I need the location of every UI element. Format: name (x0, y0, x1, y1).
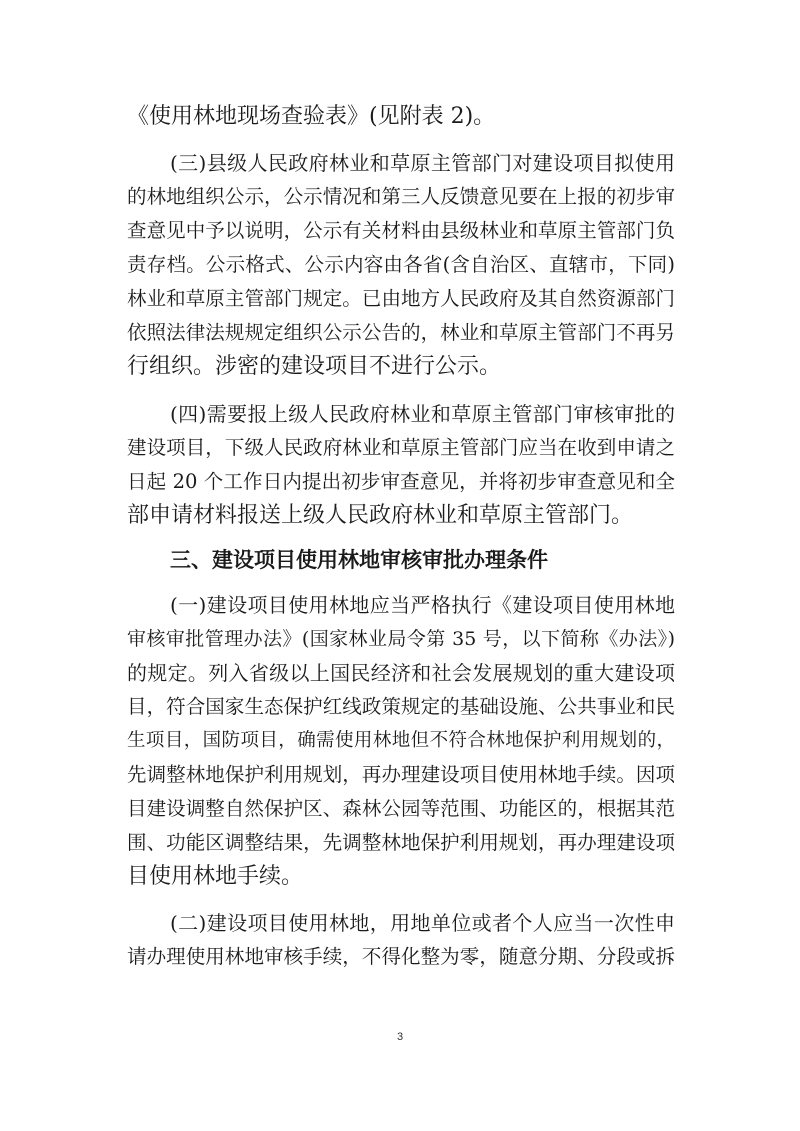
paragraph-line: 目建设调整自然保护区、森林公园等范围、功能区的，根据其范 (127, 797, 675, 820)
paragraph-line: (二)建设项目使用林地，用地单位或者个人应当一次性申 (170, 911, 675, 935)
paragraph-line: 林业和草原主管部门规定。已由地方人民政府及其自然资源部门 (127, 287, 675, 310)
paragraph-line: 建设项目，下级人民政府林业和草原主管部门应当在收到申请之 (127, 436, 675, 459)
paragraph-line: (四)需要报上级人民政府林业和草原主管部门审核审批的 (170, 402, 675, 426)
paragraph-line: 的规定。列入省级以上国民经济和社会发展规划的重大建设项 (127, 661, 675, 685)
paragraph-line: 部申请材料报送上级人民政府林业和草原主管部门。 (127, 503, 634, 528)
paragraph-line: 责存档。公示格式、公示内容由各省(含自治区、直辖市，下同) (127, 253, 675, 276)
paragraph-line: 日起 20 个工作日内提出初步审查意见，并将初步审查意见和全 (127, 470, 675, 493)
paragraph-line: 行组织。涉密的建设项目不进行公示。 (127, 354, 502, 379)
section-heading: 三、建设项目使用林地审核审批办理条件 (170, 548, 548, 572)
paragraph-line: (三)县级人民政府林业和草原主管部门对建设项目拟使用 (170, 151, 675, 175)
paragraph-line: 目，符合国家生态保护红线政策规定的基础设施、公共事业和民 (127, 695, 675, 718)
paragraph-line: (一)建设项目使用林地应当严格执行《建设项目使用林地 (170, 593, 675, 617)
paragraph-line: 查意见中予以说明，公示有关材料由县级林业和草原主管部门负 (127, 219, 675, 242)
page-number: 3 (396, 1031, 404, 1043)
paragraph-line: 请办理使用林地审核手续，不得化整为零，随意分期、分段或拆 (127, 945, 675, 968)
paragraph-line: 《使用林地现场查验表》(见附表 2)。 (127, 104, 496, 129)
paragraph-line: 先调整林地保护利用规划，再办理建设项目使用林地手续。因项 (127, 763, 675, 786)
paragraph-line: 目使用林地手续。 (127, 864, 304, 889)
paragraph-line: 生项目，国防项目，确需使用林地但不符合林地保护利用规划的， (127, 730, 675, 751)
paragraph-line: 的林地组织公示，公示情况和第三人反馈意见要在上报的初步审 (127, 185, 675, 208)
paragraph-line: 依照法律法规规定组织公示公告的，林业和草原主管部门不再另 (127, 321, 675, 344)
paragraph-line: 审核审批管理办法》(国家林业局令第 35 号，以下简称《办法》) (127, 628, 675, 650)
paragraph-line: 围、功能区调整结果，先调整林地保护利用规划，再办理建设项 (127, 831, 675, 854)
